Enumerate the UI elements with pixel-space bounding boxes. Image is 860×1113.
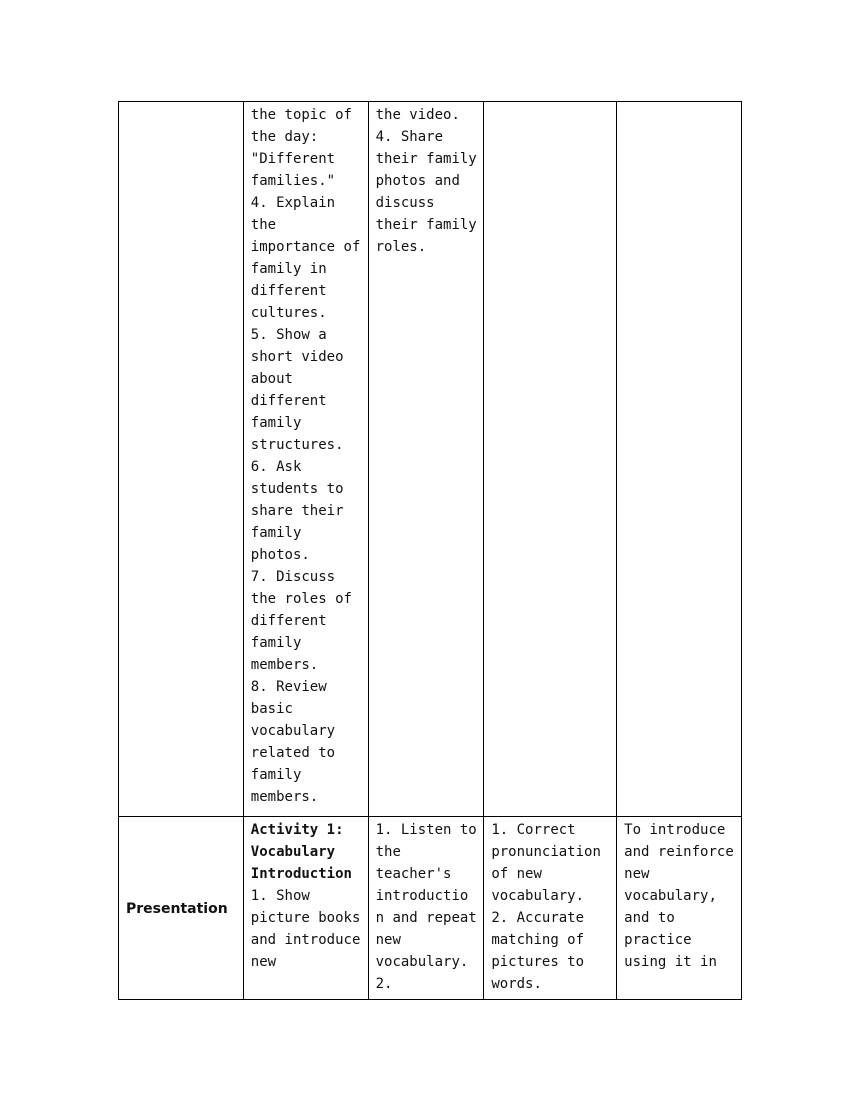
assessment-item: 2. Accurate matching of pictures to words.: [491, 910, 585, 992]
student-activity-cell: [368, 817, 484, 1000]
teacher-step: the topic of the day: "Different families.": [250, 107, 352, 189]
assessment-item: 1. Correct pronunciation of new vocabulary.: [491, 822, 601, 904]
teacher-activity-cell: [243, 102, 368, 817]
teacher-step: 6. Ask students to share their family photos.: [250, 459, 344, 563]
assessment-text: [484, 102, 616, 104]
stage-text: [119, 102, 243, 104]
stage-label: Presentation: [126, 901, 228, 917]
teacher-step: 5. Show a short video about different family structures.: [250, 327, 344, 453]
student-activity-cell: [368, 102, 484, 817]
activity-title: Activity 1: Vocabulary Introduction: [250, 822, 352, 882]
purpose-cell: [617, 102, 742, 817]
purpose-cell: [617, 817, 742, 1000]
table-row: [119, 102, 742, 817]
teacher-step: 4. Explain the importance of family in different cultures.: [250, 195, 361, 321]
stage-cell: [119, 817, 244, 1000]
purpose-text: To introduce and reinforce new vocabulary, and to practice using it in: [624, 822, 734, 970]
teacher-activity-cell: [243, 817, 368, 1000]
teacher-step: 1. Show picture books and introduce new: [250, 888, 361, 970]
teacher-step: 7. Discuss the roles of different family members.: [250, 569, 352, 673]
table-row: [119, 817, 742, 1000]
assessment-cell: [484, 102, 617, 817]
purpose-text: [617, 102, 741, 104]
teacher-step: 8. Review basic vocabulary related to family members.: [250, 679, 336, 805]
stage-cell: [119, 102, 244, 817]
student-step: 1. Listen to the teacher's introductio n and repeat new vocabulary.: [375, 822, 477, 970]
assessment-cell: [484, 817, 617, 1000]
student-step: 4. Share their family photos and discuss their family roles.: [375, 129, 477, 255]
lesson-plan-table: [118, 101, 742, 1000]
student-step: 2.: [375, 976, 393, 992]
student-step: the video.: [375, 107, 460, 123]
